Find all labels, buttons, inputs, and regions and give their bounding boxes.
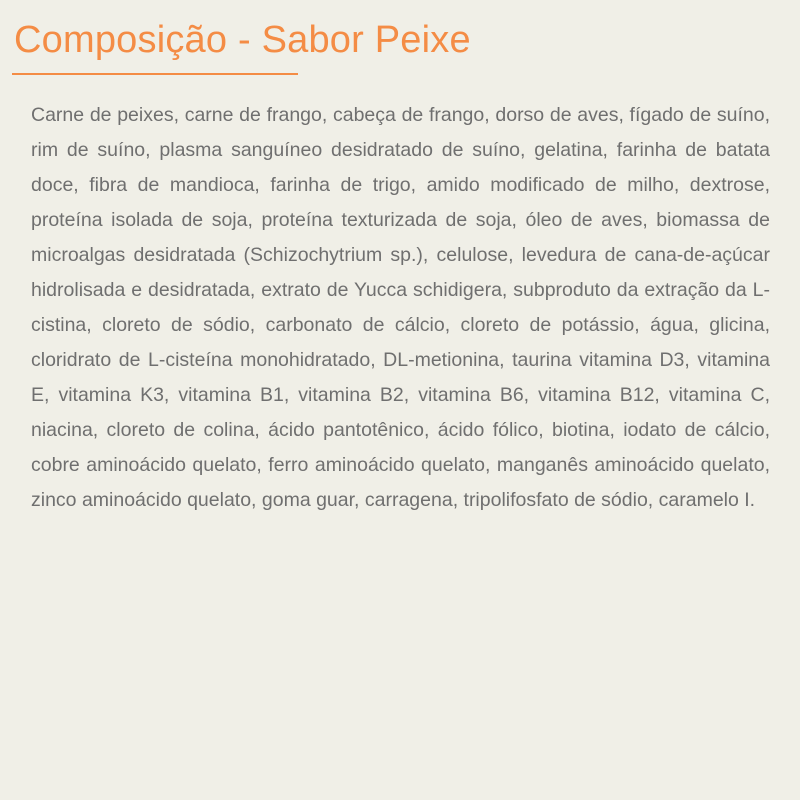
page-title: Composição - Sabor Peixe xyxy=(14,19,471,61)
ingredients-paragraph: Carne de peixes, carne de frango, cabeça de frango, dorso de aves, fígado de suíno, rim de suíno, plasma sanguíneo desidratado de suíno, gelatina, farinha de batata doce, fibra de mandioca, farinha de trigo, amido modificado de milho, dextrose, proteína isolada de soja, proteína texturizada de soja, óleo de aves, biomassa de microalgas desidratada (Schizochytrium sp.), celulose, levedura de cana-de-açúcar hidrolisada e desidratada, extrato de Yucca schidigera, subproduto da extração da L-cistina, cloreto de sódio, carbonato de cálcio, cloreto de potássio, água, glicina, cloridrato de L-cisteína monohidratado, DL-metionina, taurina vitamina D3, vitamina E, vitamina K3, vitamina B1, vitamina B2, vitamina B6, vitamina B12, vitamina C, niacina, cloreto de colina, ácido pantotênico, ácido fólico, biotina, iodato de cálcio, cobre aminoácido quelato, ferro aminoácido quelato, manganês aminoácido quelato, zinco aminoácido quelato, goma guar, carragena, tripolifosfato de sódio, caramelo I. xyxy=(31,104,770,511)
title-underline-divider xyxy=(12,73,298,75)
